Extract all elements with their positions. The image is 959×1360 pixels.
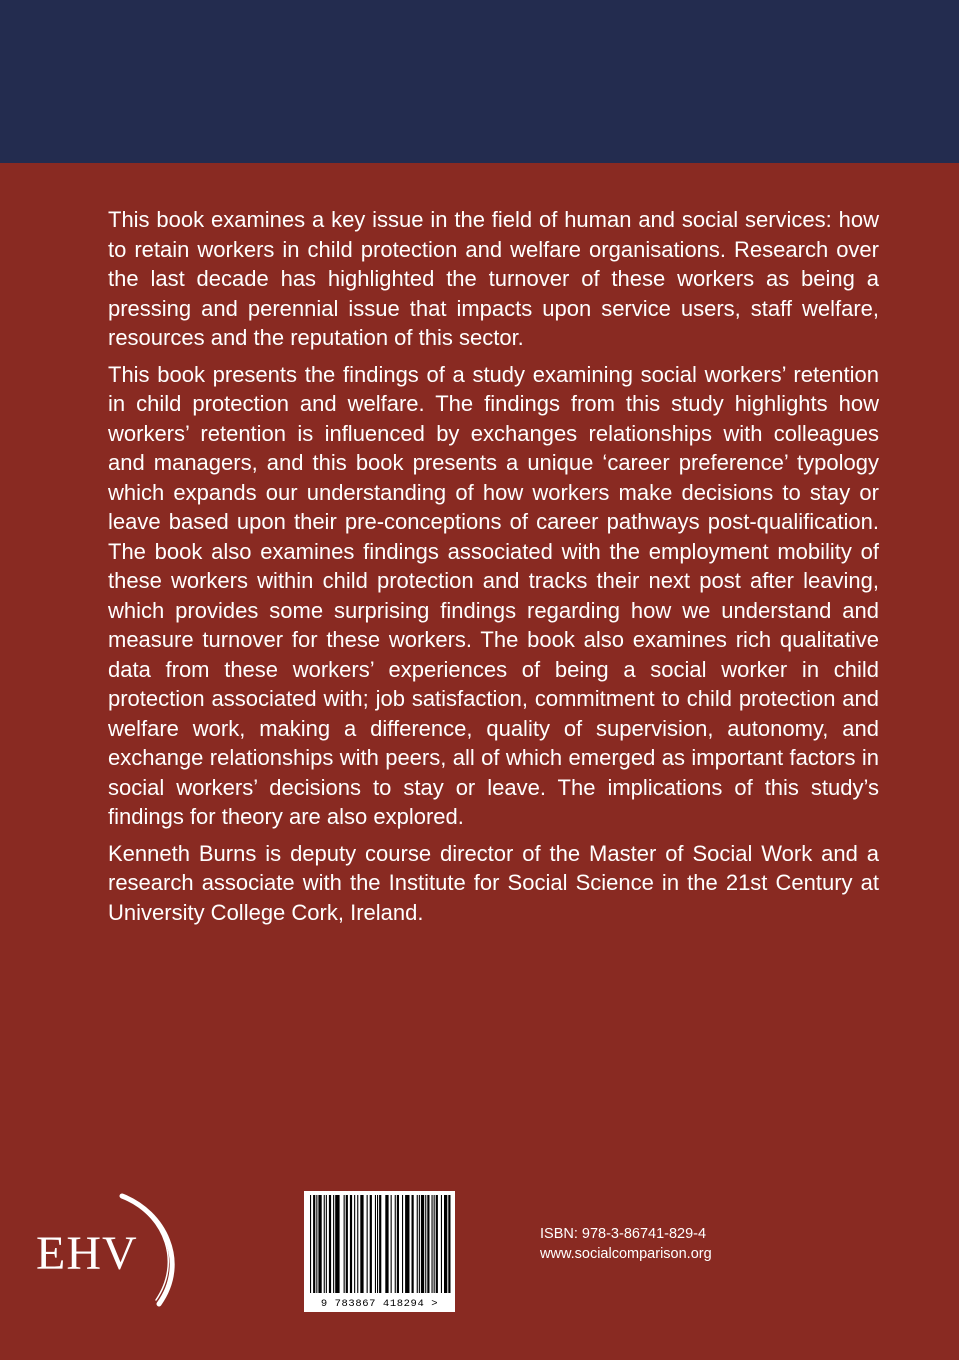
isbn-text: ISBN: 978-3-86741-829-4 bbox=[540, 1226, 707, 1242]
publication-info bbox=[540, 1224, 712, 1264]
publisher-logo bbox=[24, 1192, 184, 1312]
isbn-barcode bbox=[304, 1191, 455, 1312]
top-color-band bbox=[0, 0, 959, 163]
blurb-paragraph-findings: This book presents the findings of a study examining social workers’ retention in child protection and welfare. The findings from this study highlights how workers’ retention is influenced by exchanges relationships with colleagues and managers, and this book presents a unique ‘career preference’ typology which expands our understanding of how workers make decisions to stay or leave based upon their pre-conceptions of career pathways post-qualification. The book also examines findings associated with the employment mobility of these workers within child protection and tracks their next post after leaving, which provides some surprising findings regarding how we understand and measure turnover for these workers. The book also examines rich qualitative data from these workers’ experiences of being a social worker in child protection associated with; job satisfaction, commitment to child protection and welfare work, making a difference, quality of supervision, autonomy, and exchange relationships with peers, all of which emerged as important factors in social workers’ decisions to stay or leave. The implications of this study’s findings for theory are also explored. bbox=[108, 361, 879, 829]
barcode-digits: 9 783867 418294 > bbox=[320, 1298, 439, 1310]
back-cover-blurb bbox=[108, 205, 879, 934]
website-link[interactable]: www.socialcomparison.org bbox=[540, 1246, 712, 1262]
barcode-bars bbox=[304, 1191, 455, 1296]
blurb-paragraph-author: Kenneth Burns is deputy course director of the Master of Social Work and a research associate with the Institute for Social Science in the 21st Century at University College Cork, Ireland. bbox=[108, 840, 879, 925]
logo-wordmark: EHV bbox=[36, 1227, 138, 1280]
blurb-paragraph-intro: This book examines a key issue in the field of human and social services: how to retain workers in child protection and welfare organisations. Research over the last decade has highlighted the turnover of these workers as being a pressing and perennial issue that impacts upon service users, staff welfare, resources and the reputation of this sector. bbox=[108, 207, 879, 350]
